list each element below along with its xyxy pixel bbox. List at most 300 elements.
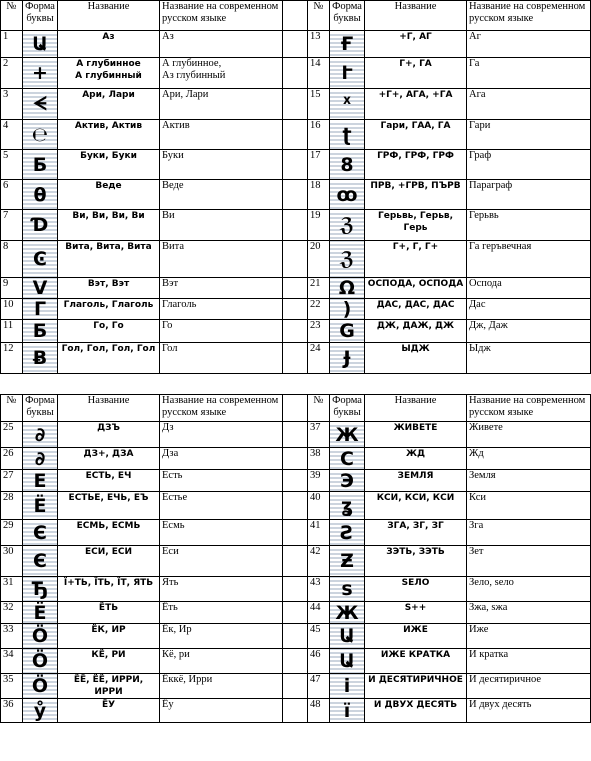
letter-glyph: ℮ (31, 123, 49, 146)
letter-modern-name: Есть (160, 470, 283, 492)
letter-old-name: Гол, Гол, Гол, Гол (58, 343, 160, 374)
letter-glyph: Ë (33, 494, 47, 517)
letter-modern-name: Параграф (467, 180, 591, 210)
letter-form-cell (330, 577, 365, 602)
letter-old-name: ПРВ, +ГРВ, ПЪРВ (365, 180, 467, 210)
letter-modern-name: Ага (467, 89, 591, 120)
letter-number: 14 (308, 58, 330, 89)
letter-modern-name: Ёу (160, 699, 283, 723)
letter-form-cell (330, 150, 365, 180)
table-row (1, 602, 591, 624)
letter-form-cell (23, 150, 58, 180)
letter-modern-name: Глаголь (160, 299, 283, 320)
letter-old-name: А глубинное А глубинный (58, 58, 160, 89)
letter-old-name: ДАС, ДАС, ДАС (365, 299, 467, 320)
gap-cell (283, 699, 308, 723)
letter-form-cell (330, 422, 365, 448)
letter-glyph: ℨ (339, 248, 355, 270)
letter-number: 13 (308, 31, 330, 58)
letter-modern-name: И кратка (467, 649, 591, 674)
letter-number: 47 (308, 674, 330, 699)
letter-old-name: Буки, Буки (58, 150, 160, 180)
gap-cell (283, 624, 308, 649)
gap-cell (283, 299, 308, 320)
letter-old-name: Гари, ГАА, ГА (365, 120, 467, 150)
letter-number: 22 (308, 299, 330, 320)
letter-form-cell (330, 58, 365, 89)
letter-modern-name: Ёккё, Ирри (160, 674, 283, 699)
letter-old-name: ДЗЪ (58, 422, 160, 448)
letter-form-cell (23, 448, 58, 470)
letter-glyph: G (339, 320, 355, 342)
letter-glyph: s (341, 578, 353, 600)
letter-modern-name: Есмь (160, 520, 283, 546)
letter-old-name: И ДВУХ ДЕСЯТЬ (365, 699, 467, 723)
gap-cell (283, 674, 308, 699)
header-row (1, 1, 591, 31)
letter-old-name: ЁЁ, ЁЁ, ИРРИ, ИРРИ (58, 674, 160, 699)
letter-form-cell (23, 577, 58, 602)
col-header-form: Форма буквы (23, 1, 58, 31)
table-row (1, 624, 591, 649)
letter-form-cell (23, 422, 58, 448)
col-header-modern: Название на современном русском языке (467, 395, 591, 422)
letter-form-cell (23, 602, 58, 624)
letter-glyph: ꝏ (336, 183, 358, 206)
letter-glyph: Ђ (31, 578, 49, 600)
letter-form-cell (330, 278, 365, 299)
table-row (1, 343, 591, 374)
letter-old-name: Вэт, Вэт (58, 278, 160, 299)
letter-number: 38 (308, 448, 330, 470)
letter-glyph: ) (342, 298, 352, 320)
letter-modern-name: Го (160, 320, 283, 343)
col-header-form: Форма буквы (330, 1, 365, 31)
letter-form-cell (23, 120, 58, 150)
table-row (1, 422, 591, 448)
table-row (1, 577, 591, 602)
letter-glyph: Э (340, 469, 354, 492)
letter-old-name: ИЖЕ КРАТКА (365, 649, 467, 674)
letter-modern-name: Еси (160, 546, 283, 577)
letter-old-name: ОСПОДА, ОСПОДА (365, 278, 467, 299)
gap-cell (283, 120, 308, 150)
letter-form-cell (23, 89, 58, 120)
letter-old-name: Г+, Г, Г+ (365, 241, 467, 278)
letter-number: 34 (1, 649, 23, 674)
letter-old-name: Ѕ++ (365, 602, 467, 624)
letter-number: 48 (308, 699, 330, 723)
letter-number: 29 (1, 520, 23, 546)
letter-old-name: ЁУ (58, 699, 160, 723)
table-row (1, 448, 591, 470)
letter-modern-name: Ари, Лари (160, 89, 283, 120)
letter-form-cell (330, 546, 365, 577)
letter-form-cell (23, 520, 58, 546)
gap-cell (283, 1, 308, 31)
letter-old-name: Го, Го (58, 320, 160, 343)
letter-old-name: ИЖЕ (365, 624, 467, 649)
letter-modern-name: Кё, ри (160, 649, 283, 674)
table-row (1, 180, 591, 210)
col-header-num: № (308, 1, 330, 31)
letter-modern-name: Зжа, ѕжа (467, 602, 591, 624)
letter-old-name: ЅЕЛО (365, 577, 467, 602)
letter-form-cell (23, 343, 58, 374)
letter-form-cell (330, 31, 365, 58)
gap-cell (283, 395, 308, 422)
letter-old-name: ЫДЖ (365, 343, 467, 374)
letter-glyph: ᗕ (33, 93, 47, 115)
letter-number: 30 (1, 546, 23, 577)
letter-form-cell (330, 492, 365, 520)
table-row (1, 58, 591, 89)
table-row (1, 31, 591, 58)
letter-modern-name: И десятиричное (467, 674, 591, 699)
col-header-form: Форма буквы (23, 395, 58, 422)
table-row (1, 320, 591, 343)
letter-modern-name: Аз (160, 31, 283, 58)
letter-old-name: Глаголь, Глаголь (58, 299, 160, 320)
letter-form-cell (23, 31, 58, 58)
letter-number: 17 (308, 150, 330, 180)
col-header-name: Название (365, 1, 467, 31)
letter-form-cell (23, 649, 58, 674)
letter-number: 41 (308, 520, 330, 546)
letter-number: 15 (308, 89, 330, 120)
table-row (1, 120, 591, 150)
col-header-modern: Название на современном русском языке (160, 395, 283, 422)
letter-glyph: Ӧ (31, 650, 49, 672)
letter-glyph: + (32, 62, 48, 84)
letter-number: 9 (1, 278, 23, 299)
letter-number: 39 (308, 470, 330, 492)
letter-modern-name: Гари (467, 120, 591, 150)
letter-modern-name: Вэт (160, 278, 283, 299)
letter-form-cell (330, 602, 365, 624)
letter-modern-name: И двух десять (467, 699, 591, 723)
letter-glyph: Ƃ (32, 320, 48, 342)
letter-glyph: 8 (340, 153, 354, 176)
letter-number: 26 (1, 448, 23, 470)
letter-old-name: ЕСТЬЕ, ЕЧЬ, ЕЪ (58, 492, 160, 520)
letter-number: 12 (1, 343, 23, 374)
letter-number: 46 (308, 649, 330, 674)
letter-form-cell (330, 241, 365, 278)
letter-form-cell (23, 492, 58, 520)
letter-number: 3 (1, 89, 23, 120)
gap-cell (283, 210, 308, 241)
letter-number: 25 (1, 422, 23, 448)
letter-number: 43 (308, 577, 330, 602)
letter-modern-name: Га (467, 58, 591, 89)
letter-glyph: Ö (31, 675, 49, 697)
letter-number: 44 (308, 602, 330, 624)
letter-glyph: ʈ (342, 123, 352, 146)
col-header-form: Форма буквы (330, 395, 365, 422)
letter-form-cell (23, 180, 58, 210)
gap-cell (283, 343, 308, 374)
letter-old-name: +Г+, АГА, +ГА (365, 89, 467, 120)
letter-form-cell (23, 699, 58, 723)
letter-modern-name: Веде (160, 180, 283, 210)
gap-cell (283, 241, 308, 278)
letter-old-name: КСИ, КСИ, КСИ (365, 492, 467, 520)
letter-form-cell (330, 624, 365, 649)
letter-old-name: ЗГА, ЗГ, ЗГ (365, 520, 467, 546)
letter-old-name: Ви, Ви, Ви, Ви (58, 210, 160, 241)
letter-number: 37 (308, 422, 330, 448)
letter-glyph: Ɗ (31, 214, 49, 236)
col-header-name: Название (58, 395, 160, 422)
letter-number: 8 (1, 241, 23, 278)
letter-number: 20 (308, 241, 330, 278)
letter-glyph: ї (343, 699, 351, 722)
letter-old-name: ЗЭТЬ, ЗЭТЬ (365, 546, 467, 577)
table-row (1, 520, 591, 546)
letter-modern-name: Га геръвечная (467, 241, 591, 278)
letters-table-1 (0, 0, 591, 374)
gap-cell (283, 520, 308, 546)
letter-modern-name: Гол (160, 343, 283, 374)
letter-number: 42 (308, 546, 330, 577)
letter-modern-name: Зет (467, 546, 591, 577)
letter-form-cell (23, 241, 58, 278)
letter-number: 23 (308, 320, 330, 343)
letter-glyph: ∂ (34, 423, 46, 446)
letter-glyph: Ա (339, 650, 355, 672)
letter-modern-name: Кси (467, 492, 591, 520)
table-row (1, 278, 591, 299)
letter-old-name: Г+, ГА (365, 58, 467, 89)
letter-old-name: ЁТЬ (58, 602, 160, 624)
table-row (1, 546, 591, 577)
letter-old-name: Герьвь, Герьв, Герь (365, 210, 467, 241)
gap-cell (283, 150, 308, 180)
letter-glyph: Ƃ (32, 153, 48, 176)
table-row (1, 470, 591, 492)
letter-glyph: Ւ (341, 62, 353, 84)
letter-modern-name: Иже (467, 624, 591, 649)
letter-form-cell (23, 546, 58, 577)
table-row (1, 674, 591, 699)
letter-form-cell (330, 180, 365, 210)
letter-modern-name: Дас (467, 299, 591, 320)
letter-glyph: і (343, 675, 351, 697)
letter-old-name: И ДЕСЯТИРИЧНОЕ (365, 674, 467, 699)
letter-number: 40 (308, 492, 330, 520)
col-header-name: Название (365, 395, 467, 422)
letter-glyph: Ƨ (340, 521, 354, 544)
letter-glyph: Ɉ (343, 347, 351, 369)
letter-number: 45 (308, 624, 330, 649)
letter-glyph: Ж (335, 601, 359, 624)
letter-number: 19 (308, 210, 330, 241)
letter-old-name: ГРФ, ГРФ, ГРФ (365, 150, 467, 180)
letter-modern-name: Дза (160, 448, 283, 470)
letter-glyph: ℨ (339, 214, 355, 236)
letter-modern-name: Зга (467, 520, 591, 546)
letter-form-cell (330, 343, 365, 374)
letter-form-cell (23, 210, 58, 241)
header-row (1, 395, 591, 422)
gap-cell (283, 58, 308, 89)
letter-old-name: ЖИВЕТЕ (365, 422, 467, 448)
letter-number: 28 (1, 492, 23, 520)
letter-modern-name: Аг (467, 31, 591, 58)
letter-old-name: ЕСТЬ, ЕЧ (58, 470, 160, 492)
col-header-modern: Название на современном русском языке (160, 1, 283, 31)
letter-glyph: Ö (31, 625, 49, 647)
gap-cell (283, 546, 308, 577)
gap-cell (283, 602, 308, 624)
letter-number: 31 (1, 577, 23, 602)
letter-glyph: V (32, 277, 48, 299)
letter-number: 21 (308, 278, 330, 299)
gap-cell (283, 422, 308, 448)
letter-old-name: ЕСМЬ, ЕСМЬ (58, 520, 160, 546)
letter-modern-name: Ви (160, 210, 283, 241)
letter-modern-name: Оспода (467, 278, 591, 299)
letter-modern-name: Дж, Даж (467, 320, 591, 343)
letter-modern-name: Ёть (160, 602, 283, 624)
table-row (1, 492, 591, 520)
letters-table-2 (0, 394, 591, 723)
letter-glyph: Ғ (340, 33, 354, 55)
letter-glyph: Γ (33, 298, 47, 320)
table-row (1, 210, 591, 241)
letter-modern-name: Жд (467, 448, 591, 470)
letter-form-cell (23, 299, 58, 320)
table-row (1, 89, 591, 120)
letter-old-name: ЗЕМЛЯ (365, 470, 467, 492)
letter-number: 11 (1, 320, 23, 343)
letter-modern-name: Герьвь (467, 210, 591, 241)
letter-modern-name: Ять (160, 577, 283, 602)
letter-old-name: Ї+ТЬ, ЇТЬ, ЇТ, ЯТЬ (58, 577, 160, 602)
letter-number: 4 (1, 120, 23, 150)
letter-form-cell (330, 520, 365, 546)
letter-modern-name: Буки (160, 150, 283, 180)
col-header-name: Название (58, 1, 160, 31)
gap-cell (283, 577, 308, 602)
letter-form-cell (23, 278, 58, 299)
letter-modern-name: Земля (467, 470, 591, 492)
gap-cell (283, 180, 308, 210)
letter-form-cell (330, 470, 365, 492)
letter-old-name: ЕСИ, ЕСИ (58, 546, 160, 577)
letter-modern-name: Ыдж (467, 343, 591, 374)
letter-form-cell (330, 320, 365, 343)
letter-number: 10 (1, 299, 23, 320)
letter-glyph: Ж (335, 423, 359, 446)
letter-glyph: C (340, 447, 354, 470)
letter-modern-name: Актив (160, 120, 283, 150)
letter-old-name: Веде (58, 180, 160, 210)
letter-glyph: ʓ (340, 494, 354, 517)
letter-form-cell (330, 649, 365, 674)
gap-cell (283, 448, 308, 470)
letter-number: 35 (1, 674, 23, 699)
letter-old-name: Актив, Актив (58, 120, 160, 150)
letter-glyph: Є (33, 550, 47, 572)
letter-form-cell (330, 699, 365, 723)
gap-cell (283, 470, 308, 492)
letter-number: 5 (1, 150, 23, 180)
letter-old-name: КЁ, РИ (58, 649, 160, 674)
letter-old-name: ДЗ+, ДЗА (58, 448, 160, 470)
letter-form-cell (23, 470, 58, 492)
letter-old-name: Аз (58, 31, 160, 58)
letter-glyph: Ա (32, 33, 48, 55)
letter-form-cell (23, 674, 58, 699)
letter-old-name: Вита, Вита, Вита (58, 241, 160, 278)
letter-glyph: Є (33, 521, 47, 544)
letter-glyph: ẙ (33, 699, 47, 722)
letter-old-name: ЖД (365, 448, 467, 470)
letter-number: 27 (1, 470, 23, 492)
letter-form-cell (330, 210, 365, 241)
letter-modern-name: Граф (467, 150, 591, 180)
letter-form-cell (23, 320, 58, 343)
letter-number: 32 (1, 602, 23, 624)
letter-glyph: Ƀ (32, 347, 48, 369)
letter-modern-name: Дз (160, 422, 283, 448)
letter-number: 33 (1, 624, 23, 649)
letter-glyph: Ա (339, 625, 355, 647)
letter-glyph: Ͼ (33, 248, 47, 270)
letter-form-cell (330, 674, 365, 699)
letter-number: 36 (1, 699, 23, 723)
letter-number: 1 (1, 31, 23, 58)
letter-modern-name: Живете (467, 422, 591, 448)
gap-cell (283, 320, 308, 343)
letter-number: 18 (308, 180, 330, 210)
table-row (1, 699, 591, 723)
letter-form-cell (23, 624, 58, 649)
gap-cell (283, 278, 308, 299)
letter-number: 6 (1, 180, 23, 210)
letter-form-cell (330, 120, 365, 150)
gap-cell (283, 89, 308, 120)
letter-modern-name: Зело, ѕело (467, 577, 591, 602)
col-header-modern: Название на современном русском языке (467, 1, 591, 31)
letter-old-name: +Г, АГ (365, 31, 467, 58)
gap-cell (283, 649, 308, 674)
col-header-num: № (308, 395, 330, 422)
gap-cell (283, 31, 308, 58)
letter-glyph: ᕽ (342, 93, 352, 115)
letter-glyph: Ë (33, 601, 47, 624)
letter-number: 2 (1, 58, 23, 89)
letter-glyph: Ω (338, 277, 356, 299)
col-header-num: № (1, 1, 23, 31)
table-row (1, 241, 591, 278)
col-header-num: № (1, 395, 23, 422)
letter-form-cell (23, 58, 58, 89)
table-row (1, 649, 591, 674)
letter-number: 7 (1, 210, 23, 241)
letter-form-cell (330, 299, 365, 320)
letter-modern-name: А глубинное, Аз глубинный (160, 58, 283, 89)
letter-number: 16 (308, 120, 330, 150)
letter-old-name: Ари, Лари (58, 89, 160, 120)
letter-old-name: ДЖ, ДАЖ, ДЖ (365, 320, 467, 343)
table-row (1, 150, 591, 180)
letter-number: 24 (308, 343, 330, 374)
letter-old-name: ЁК, ИР (58, 624, 160, 649)
letter-glyph: Ƶ (340, 550, 354, 572)
